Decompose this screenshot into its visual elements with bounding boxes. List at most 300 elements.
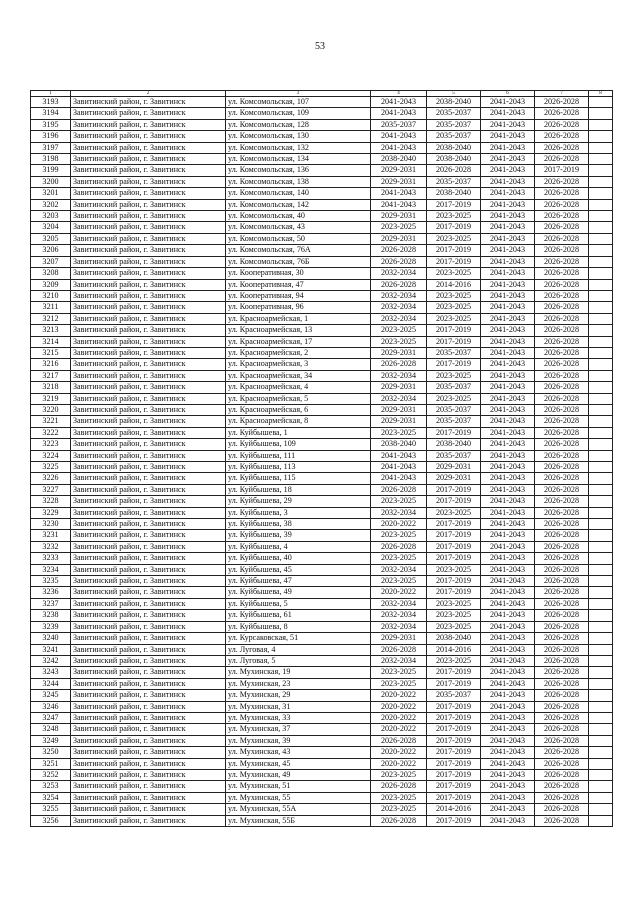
cell-period-4: 2026-2028 [535, 211, 589, 222]
cell-period-3: 2041-2043 [481, 712, 535, 723]
cell-number: 3209 [31, 279, 71, 290]
table-row [31, 256, 613, 267]
cell-period-2: 2017-2019 [427, 678, 481, 689]
table-row [31, 587, 613, 598]
cell-address: ул. Красноармейская, 2 [226, 347, 371, 358]
cell-period-4: 2026-2028 [535, 450, 589, 461]
table-row [31, 427, 613, 438]
table-row [31, 496, 613, 507]
cell-period-3: 2041-2043 [481, 804, 535, 815]
cell-note [589, 382, 613, 393]
cell-number: 3200 [31, 176, 71, 187]
cell-period-4: 2026-2028 [535, 712, 589, 723]
cell-number: 3244 [31, 678, 71, 689]
table-row [31, 758, 613, 769]
cell-number: 3210 [31, 290, 71, 301]
cell-period-2: 2023-2025 [427, 621, 481, 632]
cell-note [589, 815, 613, 826]
cell-period-2: 2023-2025 [427, 610, 481, 621]
cell-period-1: 2029-2031 [371, 382, 427, 393]
cell-address: ул. Комсомольская, 128 [226, 119, 371, 130]
cell-address: ул. Мухинская, 55 [226, 792, 371, 803]
cell-period-2: 2035-2037 [427, 108, 481, 119]
cell-number: 3248 [31, 724, 71, 735]
table-row [31, 804, 613, 815]
cell-period-4: 2026-2028 [535, 97, 589, 108]
cell-period-3: 2041-2043 [481, 655, 535, 666]
cell-period-3: 2041-2043 [481, 404, 535, 415]
cell-address: ул. Красноармейская, 6 [226, 404, 371, 415]
cell-period-3: 2041-2043 [481, 176, 535, 187]
cell-number: 3236 [31, 587, 71, 598]
cell-address: ул. Красноармейская, 17 [226, 336, 371, 347]
cell-district: Завитинский район, г. Завитинск [71, 507, 226, 518]
cell-period-1: 2023-2025 [371, 667, 427, 678]
cell-period-3: 2041-2043 [481, 724, 535, 735]
cell-period-4: 2026-2028 [535, 427, 589, 438]
cell-note [589, 108, 613, 119]
cell-district: Завитинский район, г. Завитинск [71, 393, 226, 404]
cell-district: Завитинский район, г. Завитинск [71, 690, 226, 701]
cell-number: 3252 [31, 769, 71, 780]
cell-district: Завитинский район, г. Завитинск [71, 233, 226, 244]
table-row [31, 131, 613, 142]
cell-address: ул. Куйбышева, 1 [226, 427, 371, 438]
cell-address: ул. Куйбышева, 8 [226, 621, 371, 632]
cell-period-4: 2026-2028 [535, 325, 589, 336]
cell-number: 3235 [31, 576, 71, 587]
cell-period-2: 2017-2019 [427, 576, 481, 587]
table-row [31, 519, 613, 530]
cell-number: 3227 [31, 484, 71, 495]
cell-period-1: 2023-2025 [371, 530, 427, 541]
cell-period-1: 2020-2022 [371, 519, 427, 530]
cell-note [589, 462, 613, 473]
cell-district: Завитинский район, г. Завитинск [71, 484, 226, 495]
cell-period-1: 2032-2034 [371, 370, 427, 381]
cell-period-2: 2017-2019 [427, 541, 481, 552]
cell-period-2: 2017-2019 [427, 336, 481, 347]
cell-period-1: 2020-2022 [371, 587, 427, 598]
cell-period-3: 2041-2043 [481, 792, 535, 803]
cell-address: ул. Мухинская, 55Б [226, 815, 371, 826]
cell-note [589, 644, 613, 655]
cell-note [589, 507, 613, 518]
table-row [31, 188, 613, 199]
cell-district: Завитинский район, г. Завитинск [71, 792, 226, 803]
cell-period-2: 2023-2025 [427, 598, 481, 609]
cell-period-2: 2017-2019 [427, 667, 481, 678]
cell-period-3: 2041-2043 [481, 154, 535, 165]
cell-district: Завитинский район, г. Завитинск [71, 564, 226, 575]
cell-note [589, 450, 613, 461]
cell-note [589, 439, 613, 450]
cell-period-4: 2026-2028 [535, 655, 589, 666]
cell-number: 3201 [31, 188, 71, 199]
cell-number: 3251 [31, 758, 71, 769]
table-row [31, 462, 613, 473]
cell-note [589, 290, 613, 301]
cell-period-4: 2026-2028 [535, 119, 589, 130]
cell-note [589, 245, 613, 256]
cell-address: ул. Мухинская, 55А [226, 804, 371, 815]
cell-period-3: 2041-2043 [481, 439, 535, 450]
cell-district: Завитинский район, г. Завитинск [71, 747, 226, 758]
cell-period-1: 2029-2031 [371, 211, 427, 222]
cell-address: ул. Красноармейская, 3 [226, 359, 371, 370]
cell-period-4: 2026-2028 [535, 553, 589, 564]
table-row [31, 792, 613, 803]
table-row [31, 724, 613, 735]
cell-period-3: 2041-2043 [481, 576, 535, 587]
cell-period-3: 2041-2043 [481, 290, 535, 301]
cell-address: ул. Куйбышева, 3 [226, 507, 371, 518]
cell-period-3: 2041-2043 [481, 393, 535, 404]
cell-address: ул. Мухинская, 51 [226, 781, 371, 792]
table-row [31, 199, 613, 210]
cell-period-3: 2041-2043 [481, 97, 535, 108]
cell-note [589, 576, 613, 587]
cell-address: ул. Мухинская, 37 [226, 724, 371, 735]
cell-number: 3204 [31, 222, 71, 233]
cell-period-4: 2026-2028 [535, 336, 589, 347]
cell-period-2: 2038-2040 [427, 188, 481, 199]
cell-address: ул. Комсомольская, 136 [226, 165, 371, 176]
table-row [31, 290, 613, 301]
cell-period-4: 2026-2028 [535, 747, 589, 758]
table-row [31, 507, 613, 518]
cell-period-2: 2038-2040 [427, 154, 481, 165]
cell-period-1: 2032-2034 [371, 507, 427, 518]
cell-number: 3233 [31, 553, 71, 564]
cell-address: ул. Куйбышева, 5 [226, 598, 371, 609]
cell-address: ул. Комсомольская, 140 [226, 188, 371, 199]
cell-period-2: 2035-2037 [427, 416, 481, 427]
cell-period-4: 2026-2028 [535, 792, 589, 803]
cell-period-4: 2026-2028 [535, 199, 589, 210]
cell-period-1: 2023-2025 [371, 496, 427, 507]
cell-note [589, 610, 613, 621]
cell-period-1: 2041-2043 [371, 462, 427, 473]
table-row [31, 690, 613, 701]
cell-period-1: 2035-2037 [371, 119, 427, 130]
cell-note [589, 416, 613, 427]
cell-period-1: 2041-2043 [371, 473, 427, 484]
cell-period-2: 2017-2019 [427, 781, 481, 792]
cell-period-2: 2017-2019 [427, 587, 481, 598]
cell-address: ул. Мухинская, 19 [226, 667, 371, 678]
cell-period-3: 2041-2043 [481, 359, 535, 370]
cell-number: 3219 [31, 393, 71, 404]
cell-period-2: 2017-2019 [427, 519, 481, 530]
table-row [31, 302, 613, 313]
cell-period-1: 2026-2028 [371, 279, 427, 290]
cell-period-3: 2041-2043 [481, 747, 535, 758]
cell-note [589, 724, 613, 735]
cell-note [589, 473, 613, 484]
table-row [31, 450, 613, 461]
cell-period-1: 2023-2025 [371, 427, 427, 438]
table-row [31, 279, 613, 290]
cell-period-4: 2026-2028 [535, 530, 589, 541]
table-body [31, 91, 613, 827]
cell-period-1: 2038-2040 [371, 154, 427, 165]
cell-number: 3194 [31, 108, 71, 119]
cell-note [589, 587, 613, 598]
cell-period-2: 2029-2031 [427, 473, 481, 484]
table-row [31, 416, 613, 427]
cell-district: Завитинский район, г. Завитинск [71, 576, 226, 587]
cell-note [589, 678, 613, 689]
cell-period-3: 2041-2043 [481, 564, 535, 575]
cell-period-3: 2041-2043 [481, 108, 535, 119]
table-row [31, 484, 613, 495]
column-number: 3 [226, 91, 371, 97]
cell-period-1: 2032-2034 [371, 393, 427, 404]
cell-period-1: 2020-2022 [371, 712, 427, 723]
cell-period-3: 2041-2043 [481, 370, 535, 381]
cell-period-4: 2026-2028 [535, 382, 589, 393]
cell-number: 3223 [31, 439, 71, 450]
cell-note [589, 336, 613, 347]
cell-district: Завитинский район, г. Завитинск [71, 370, 226, 381]
cell-period-3: 2041-2043 [481, 667, 535, 678]
cell-period-3: 2041-2043 [481, 621, 535, 632]
cell-district: Завитинский район, г. Завитинск [71, 119, 226, 130]
cell-period-1: 2026-2028 [371, 644, 427, 655]
cell-period-3: 2041-2043 [481, 507, 535, 518]
table-row [31, 541, 613, 552]
table-row [31, 382, 613, 393]
cell-note [589, 165, 613, 176]
cell-period-2: 2035-2037 [427, 347, 481, 358]
cell-period-1: 2026-2028 [371, 781, 427, 792]
cell-period-4: 2026-2028 [535, 290, 589, 301]
cell-period-4: 2026-2028 [535, 644, 589, 655]
cell-note [589, 154, 613, 165]
cell-period-1: 2041-2043 [371, 199, 427, 210]
cell-period-3: 2041-2043 [481, 142, 535, 153]
cell-district: Завитинский район, г. Завитинск [71, 610, 226, 621]
cell-district: Завитинский район, г. Завитинск [71, 530, 226, 541]
cell-number: 3255 [31, 804, 71, 815]
housing-register-table [30, 90, 613, 827]
cell-period-4: 2026-2028 [535, 496, 589, 507]
cell-district: Завитинский район, г. Завитинск [71, 336, 226, 347]
cell-address: ул. Мухинская, 29 [226, 690, 371, 701]
cell-period-4: 2026-2028 [535, 621, 589, 632]
cell-period-2: 2023-2025 [427, 507, 481, 518]
cell-address: ул. Комсомольская, 132 [226, 142, 371, 153]
cell-address: ул. Куйбышева, 40 [226, 553, 371, 564]
cell-period-4: 2026-2028 [535, 690, 589, 701]
cell-address: ул. Мухинская, 49 [226, 769, 371, 780]
cell-note [589, 758, 613, 769]
cell-note [589, 496, 613, 507]
cell-district: Завитинский район, г. Завитинск [71, 815, 226, 826]
cell-district: Завитинский район, г. Завитинск [71, 256, 226, 267]
cell-number: 3195 [31, 119, 71, 130]
cell-address: ул. Красноармейская, 5 [226, 393, 371, 404]
cell-period-2: 2035-2037 [427, 404, 481, 415]
cell-period-4: 2026-2028 [535, 781, 589, 792]
cell-district: Завитинский район, г. Завитинск [71, 290, 226, 301]
cell-number: 3212 [31, 313, 71, 324]
cell-district: Завитинский район, г. Завитинск [71, 359, 226, 370]
table-row [31, 313, 613, 324]
cell-period-1: 2032-2034 [371, 610, 427, 621]
cell-address: ул. Мухинская, 45 [226, 758, 371, 769]
cell-number: 3196 [31, 131, 71, 142]
table-row [31, 712, 613, 723]
cell-number: 3242 [31, 655, 71, 666]
cell-number: 3250 [31, 747, 71, 758]
cell-period-3: 2041-2043 [481, 222, 535, 233]
cell-address: ул. Комсомольская, 138 [226, 176, 371, 187]
cell-number: 3237 [31, 598, 71, 609]
cell-district: Завитинский район, г. Завитинск [71, 97, 226, 108]
cell-period-3: 2041-2043 [481, 313, 535, 324]
page-number: 53 [315, 41, 325, 52]
cell-period-1: 2023-2025 [371, 804, 427, 815]
table-row [31, 769, 613, 780]
cell-period-3: 2041-2043 [481, 758, 535, 769]
cell-period-4: 2026-2028 [535, 302, 589, 313]
cell-period-3: 2041-2043 [481, 781, 535, 792]
cell-period-1: 2023-2025 [371, 336, 427, 347]
column-number: 6 [481, 91, 535, 97]
cell-address: ул. Кооперативная, 96 [226, 302, 371, 313]
cell-number: 3247 [31, 712, 71, 723]
cell-note [589, 747, 613, 758]
cell-period-1: 2026-2028 [371, 541, 427, 552]
table-row [31, 678, 613, 689]
cell-period-4: 2026-2028 [535, 393, 589, 404]
cell-district: Завитинский район, г. Завитинск [71, 553, 226, 564]
cell-period-4: 2026-2028 [535, 519, 589, 530]
cell-period-2: 2017-2019 [427, 735, 481, 746]
cell-period-2: 2017-2019 [427, 222, 481, 233]
cell-period-4: 2026-2028 [535, 222, 589, 233]
cell-address: ул. Комсомольская, 134 [226, 154, 371, 165]
table-row [31, 119, 613, 130]
cell-period-3: 2041-2043 [481, 427, 535, 438]
cell-period-1: 2023-2025 [371, 678, 427, 689]
table-row [31, 473, 613, 484]
cell-address: ул. Куйбышева, 111 [226, 450, 371, 461]
cell-number: 3193 [31, 97, 71, 108]
cell-period-1: 2038-2040 [371, 439, 427, 450]
table-row [31, 268, 613, 279]
column-number: 4 [371, 91, 427, 97]
cell-district: Завитинский район, г. Завитинск [71, 439, 226, 450]
cell-note [589, 769, 613, 780]
cell-note [589, 211, 613, 222]
cell-period-3: 2041-2043 [481, 325, 535, 336]
table-row [31, 610, 613, 621]
cell-number: 3203 [31, 211, 71, 222]
cell-address: ул. Кооперативная, 30 [226, 268, 371, 279]
cell-period-4: 2026-2028 [535, 359, 589, 370]
cell-period-1: 2032-2034 [371, 290, 427, 301]
cell-district: Завитинский район, г. Завитинск [71, 313, 226, 324]
cell-number: 3232 [31, 541, 71, 552]
table-row [31, 644, 613, 655]
cell-note [589, 325, 613, 336]
table-row [31, 747, 613, 758]
cell-note [589, 279, 613, 290]
cell-address: ул. Кооперативная, 94 [226, 290, 371, 301]
cell-note [589, 393, 613, 404]
cell-number: 3199 [31, 165, 71, 176]
cell-number: 3229 [31, 507, 71, 518]
cell-number: 3246 [31, 701, 71, 712]
cell-district: Завитинский район, г. Завитинск [71, 804, 226, 815]
table-row [31, 165, 613, 176]
cell-note [589, 256, 613, 267]
cell-number: 3238 [31, 610, 71, 621]
cell-district: Завитинский район, г. Завитинск [71, 450, 226, 461]
cell-note [589, 804, 613, 815]
table-row [31, 655, 613, 666]
cell-period-3: 2041-2043 [481, 256, 535, 267]
cell-period-1: 2020-2022 [371, 701, 427, 712]
cell-district: Завитинский район, г. Завитинск [71, 416, 226, 427]
cell-period-1: 2020-2022 [371, 690, 427, 701]
cell-period-2: 2038-2040 [427, 439, 481, 450]
cell-period-3: 2041-2043 [481, 302, 535, 313]
cell-note [589, 792, 613, 803]
table-row [31, 576, 613, 587]
cell-note [589, 427, 613, 438]
cell-number: 3208 [31, 268, 71, 279]
cell-period-1: 2032-2034 [371, 598, 427, 609]
cell-district: Завитинский район, г. Завитинск [71, 325, 226, 336]
cell-period-3: 2041-2043 [481, 530, 535, 541]
cell-period-1: 2032-2034 [371, 564, 427, 575]
cell-number: 3205 [31, 233, 71, 244]
cell-note [589, 131, 613, 142]
cell-number: 3225 [31, 462, 71, 473]
cell-period-2: 2023-2025 [427, 290, 481, 301]
cell-period-1: 2026-2028 [371, 815, 427, 826]
cell-period-2: 2035-2037 [427, 176, 481, 187]
cell-period-4: 2026-2028 [535, 233, 589, 244]
cell-period-1: 2026-2028 [371, 735, 427, 746]
cell-period-3: 2041-2043 [481, 233, 535, 244]
cell-note [589, 667, 613, 678]
cell-note [589, 701, 613, 712]
cell-period-1: 2029-2031 [371, 233, 427, 244]
cell-address: ул. Комсомольская, 107 [226, 97, 371, 108]
cell-note [589, 97, 613, 108]
cell-address: ул. Куйбышева, 39 [226, 530, 371, 541]
cell-number: 3197 [31, 142, 71, 153]
table-row [31, 621, 613, 632]
cell-district: Завитинский район, г. Завитинск [71, 427, 226, 438]
cell-period-1: 2041-2043 [371, 108, 427, 119]
cell-period-1: 2023-2025 [371, 325, 427, 336]
cell-district: Завитинский район, г. Завитинск [71, 404, 226, 415]
cell-district: Завитинский район, г. Завитинск [71, 644, 226, 655]
cell-period-2: 2029-2031 [427, 462, 481, 473]
table-row [31, 370, 613, 381]
cell-note [589, 176, 613, 187]
table-row [31, 108, 613, 119]
cell-note [589, 621, 613, 632]
cell-period-2: 2035-2037 [427, 131, 481, 142]
cell-period-2: 2017-2019 [427, 496, 481, 507]
